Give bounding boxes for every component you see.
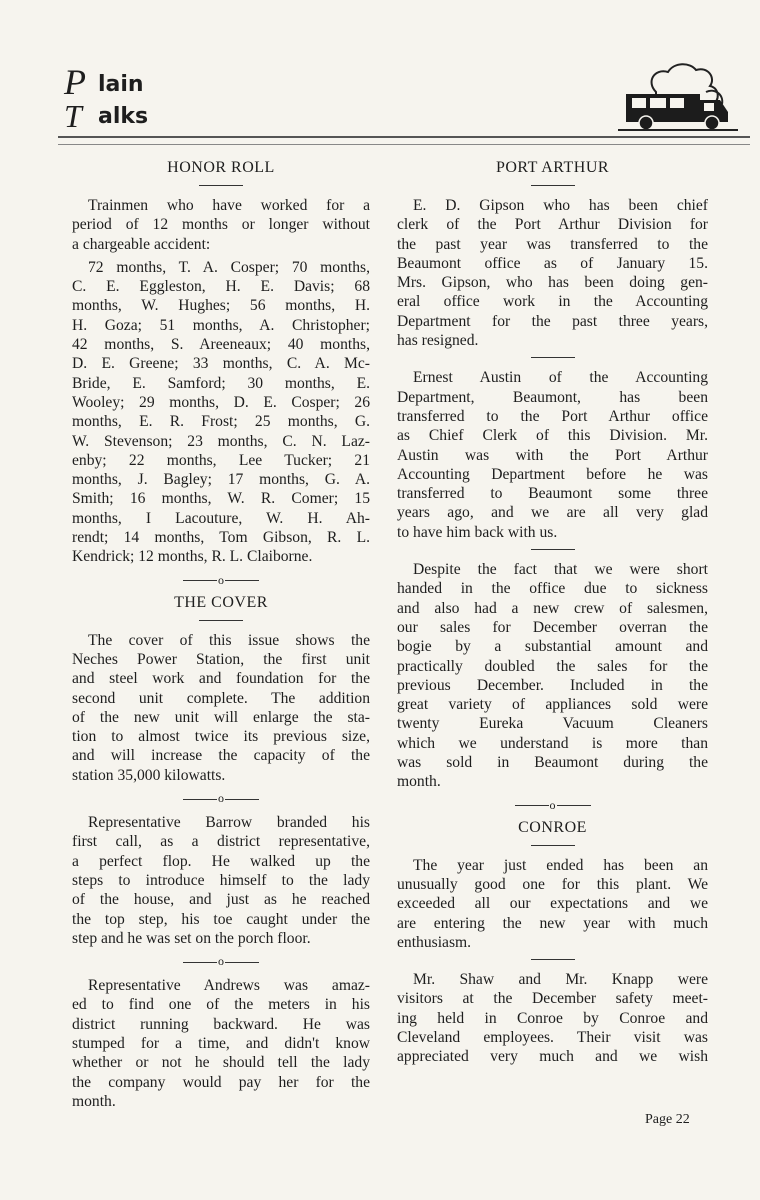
text-line: Smith; 16 months, W. R. Comer; 15 [72, 490, 370, 508]
text-line: was sold in Beaumont during the [397, 754, 708, 772]
text-line: ed to find one of the meters in his [72, 996, 370, 1014]
paragraph [72, 196, 370, 254]
text-line: Department, Beaumont, has been [397, 388, 708, 406]
text-line: 42 months, S. Areeneaux; 40 months, [72, 336, 370, 354]
text-line: eral office work in the Accounting [397, 293, 708, 311]
text-line: Trainmen who have worked for a [88, 197, 370, 214]
text-line: first call, as a district representative, [72, 833, 370, 851]
truck-illustration-icon [616, 62, 740, 132]
text-line: months, W. Hughes; 56 months, H. [72, 297, 370, 315]
text-line: H. Goza; 51 months, A. Christopher; [72, 316, 370, 334]
text-line: the company would pay her for the [72, 1073, 370, 1091]
text-line: as Chief Clerk of this Division. Mr. [397, 427, 708, 445]
text-line: Representative Barrow branded his [88, 814, 370, 832]
text-line: months, E. R. Frost; 25 months, G. [72, 413, 370, 431]
text-line: stumped for a time, and didn't know [72, 1034, 370, 1052]
text-line: steps to introduce himself to the lady [72, 871, 370, 889]
section-divider [72, 950, 370, 972]
plain-talks-logo [64, 62, 154, 134]
text-line: and also had a new crew of salesmen, [397, 599, 708, 617]
short-rule [397, 840, 708, 852]
right-column [397, 156, 708, 1069]
text-line: second unit complete. The addition [72, 689, 370, 707]
paragraph [72, 258, 370, 567]
text-line: twenty Eureka Vacuum Cleaners [397, 715, 708, 733]
text-line: Bride, E. Samford; 30 months, E. [72, 374, 370, 392]
text-line: Accounting Department before he was [397, 465, 708, 483]
text-line: a perfect flop. He walked up the [72, 852, 370, 870]
section-heading: CONROE [518, 818, 587, 836]
paragraph [72, 631, 370, 785]
page-number: Page 22 [645, 1112, 690, 1127]
text-line: clerk of the Port Arthur Division for [397, 216, 708, 234]
text-line: exceeded all our expectations and we [397, 895, 708, 913]
short-rule [72, 615, 370, 627]
text-line: Austin was with the Port Arthur [397, 446, 708, 464]
paragraph [72, 976, 370, 1111]
logo-initial-t: T [64, 98, 82, 134]
text-line: Department for the past three years, [397, 312, 708, 330]
paragraph [397, 560, 708, 792]
section-heading: THE COVER [174, 593, 268, 611]
text-line: station 35,000 kilowatts. [72, 766, 226, 784]
text-line: Wooley; 29 months, D. E. Cosper; 26 [72, 393, 370, 411]
text-line: unusually good one for this plant. We [397, 875, 708, 893]
text-line: great variety of appliances sold were [397, 696, 708, 714]
text-line: month. [72, 1092, 116, 1110]
text-line: Mrs. Gipson, who has been doing gen- [397, 274, 708, 292]
text-line: practically doubled the sales for the [397, 657, 708, 675]
text-line: W. Stevenson; 23 months, C. N. Laz- [72, 432, 370, 450]
divider-mark: o [218, 954, 224, 969]
text-line: the past year was transferred to the [397, 235, 708, 253]
short-rule [397, 544, 708, 556]
text-line: years ago, and we are all very glad [397, 504, 708, 522]
text-line: enby; 22 months, Lee Tucker; 21 [72, 451, 370, 469]
section-divider [72, 787, 370, 809]
short-rule [397, 180, 708, 192]
text-line: has resigned. [397, 332, 479, 350]
left-column [72, 156, 370, 1113]
text-line: ing held in Conroe by Conroe and [397, 1009, 708, 1027]
text-line: tion to almost twice its previous size, [72, 728, 370, 746]
text-line: Mr. Shaw and Mr. Knapp were [413, 971, 708, 989]
masthead-rule [58, 136, 750, 145]
text-line: previous December. Included in the [397, 676, 708, 694]
text-line: transferred to Beaumont some three [397, 485, 708, 503]
text-line: our sales for December overran the [397, 618, 708, 636]
text-line: Representative Andrews was amaz- [88, 977, 370, 995]
text-line: and steel work and foundation for the [72, 670, 370, 688]
text-line: period of 12 months or longer without [72, 216, 370, 234]
text-line: visitors at the December safety meet- [397, 990, 708, 1008]
text-line: of the house, and just as he reached [72, 891, 370, 909]
text-line: 72 months, T. A. Cosper; 70 months, [88, 258, 370, 276]
text-line: a chargeable accident: [72, 235, 211, 253]
text-line: handed in the office due to sickness [397, 580, 708, 598]
text-line: bogie by a substantial amount and [397, 638, 708, 656]
text-line: Despite the fact that we were short [413, 561, 708, 579]
text-line: to have him back with us. [397, 523, 558, 541]
short-rule [397, 352, 708, 364]
paragraph [397, 856, 708, 952]
text-line: Cleveland employees. Their visit was [397, 1028, 708, 1046]
logo-word-alks: alks [98, 104, 149, 129]
text-line: are entering the new year with much [397, 914, 708, 932]
text-line: The cover of this issue shows the [88, 631, 370, 649]
text-line: Neches Power Station, the first unit [72, 650, 370, 668]
logo-word-lain: lain [98, 72, 144, 97]
text-line: month. [397, 773, 441, 791]
text-line: Kendrick; 12 months, R. L. Claiborne. [72, 548, 313, 566]
divider-mark: o [218, 572, 224, 587]
text-line: Ernest Austin of the Accounting [413, 369, 708, 387]
text-line: district running backward. He was [72, 1015, 370, 1033]
short-rule [72, 180, 370, 192]
text-line: enthusiasm. [397, 933, 472, 951]
section-divider [397, 794, 708, 816]
text-line: appreciated very much and we wish [397, 1048, 708, 1066]
text-line: months, J. Bagley; 17 months, G. A. [72, 471, 370, 489]
text-line: months, I Lacouture, W. H. Ah- [72, 509, 370, 527]
text-line: E. D. Gipson who has been chief [413, 197, 708, 214]
paragraph [72, 813, 370, 948]
text-line: which we understand is more than [397, 734, 708, 752]
section-divider [72, 569, 370, 591]
text-line: D. E. Greene; 33 months, C. A. Mc- [72, 355, 370, 373]
text-line: whether or not he should tell the lady [72, 1054, 370, 1072]
text-line: The year just ended has been an [413, 856, 708, 874]
section-heading: PORT ARTHUR [495, 159, 610, 176]
paragraph [397, 970, 708, 1066]
text-line: the top step, his toe caught under the [72, 910, 370, 928]
logo-initial-p: P [64, 62, 86, 102]
text-line: of the new unit will enlarge the sta- [72, 708, 370, 726]
text-line: rendt; 14 months, Tom Gibson, R. L. [72, 529, 370, 547]
text-line: Beaumont office as of January 15. [397, 254, 708, 272]
divider-mark: o [218, 791, 224, 806]
section-heading: HONOR ROLL [167, 159, 275, 176]
paragraph [397, 368, 708, 542]
text-line: transferred to the Port Arthur office [397, 407, 708, 425]
divider-mark: o [549, 797, 556, 812]
text-line: and will increase the capacity of the [72, 747, 370, 765]
text-line: step and he was set on the porch floor. [72, 929, 311, 947]
text-line: C. E. Eggleston, H. E. Davis; 68 [72, 278, 370, 296]
paragraph [397, 196, 708, 350]
short-rule [397, 954, 708, 966]
